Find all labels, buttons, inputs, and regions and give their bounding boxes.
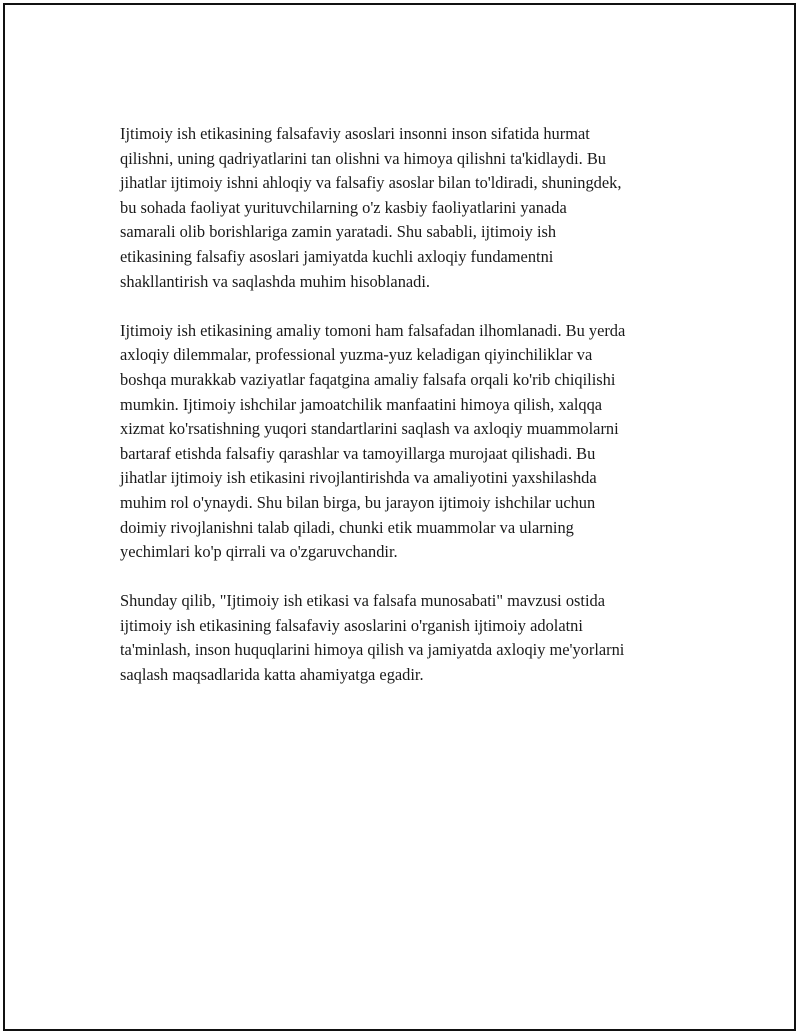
- text-line: yechimlari ko'p qirrali va o'zgaruvchandir.: [120, 542, 398, 562]
- paragraph-3: [120, 589, 710, 687]
- text-line: ijtimoiy ish etikasining falsafaviy asoslarini o'rganish ijtimoiy adolatni: [120, 615, 583, 635]
- document-page: [3, 3, 796, 1031]
- text-line: Ijtimoiy ish etikasining falsafaviy asoslari insonni inson sifatida hurmat: [120, 124, 590, 143]
- text-line: muhim rol o'ynaydi. Shu bilan birga, bu jarayon ijtimoiy ishchilar uchun: [120, 492, 596, 512]
- text-line: shakllantirish va saqlashda muhim hisoblanadi.: [120, 271, 431, 291]
- paragraph-2: [120, 319, 710, 565]
- text-line: etikasining falsafiy asoslari jamiyatda kuchli axloqiy fundamentni: [120, 246, 554, 266]
- text-line: Ijtimoiy ish etikasining amaliy tomoni ham falsafadan ilhomlanadi. Bu yerda: [120, 320, 626, 340]
- document-body: [120, 122, 710, 712]
- text-line: Shunday qilib, "Ijtimoiy ish etikasi va falsafa munosabati" mavzusi ostida: [120, 591, 605, 611]
- text-line: boshqa murakkab vaziyatlar faqatgina amaliy falsafa orqali ko'rib chiqilishi: [120, 369, 616, 389]
- text-line: bartaraf etishda falsafiy qarashlar va tamoyillarga murojaat qilishadi. Bu: [120, 443, 596, 463]
- text-line: qilishni, uning qadriyatlarini tan olishni va himoya qilishni ta'kidlaydi. Bu: [120, 148, 606, 168]
- text-line: axloqiy dilemmalar, professional yuzma-yuz keladigan qiyinchiliklar va: [120, 345, 593, 365]
- text-line: jihatlar ijtimoiy ishni ahloqiy va falsafiy asoslar bilan to'ldiradi, shuningdek,: [120, 173, 622, 193]
- text-line: xizmat ko'rsatishning yuqori standartlarini saqlash va axloqiy muammolarni: [120, 419, 619, 439]
- text-line: samarali olib borishlariga zamin yaratadi. Shu sababli, ijtimoiy ish: [120, 222, 557, 242]
- text-line: bu sohada faoliyat yurituvchilarning o'z kasbiy faoliyatlarini yanada: [120, 197, 567, 217]
- text-line: ta'minlash, inson huquqlarini himoya qilish va jamiyatda axloqiy me'yorlarni: [120, 640, 625, 660]
- text-line: mumkin. Ijtimoiy ishchilar jamoatchilik manfaatini himoya qilish, xalqqa: [120, 394, 603, 414]
- text-line: jihatlar ijtimoiy ish etikasini rivojlantirishda va amaliyotini yaxshilashda: [120, 468, 597, 488]
- text-line: saqlash maqsadlarida katta ahamiyatga egadir.: [120, 665, 424, 685]
- paragraph-1: [120, 122, 710, 294]
- text-line: doimiy rivojlanishni talab qiladi, chunki etik muammolar va ularning: [120, 517, 574, 537]
